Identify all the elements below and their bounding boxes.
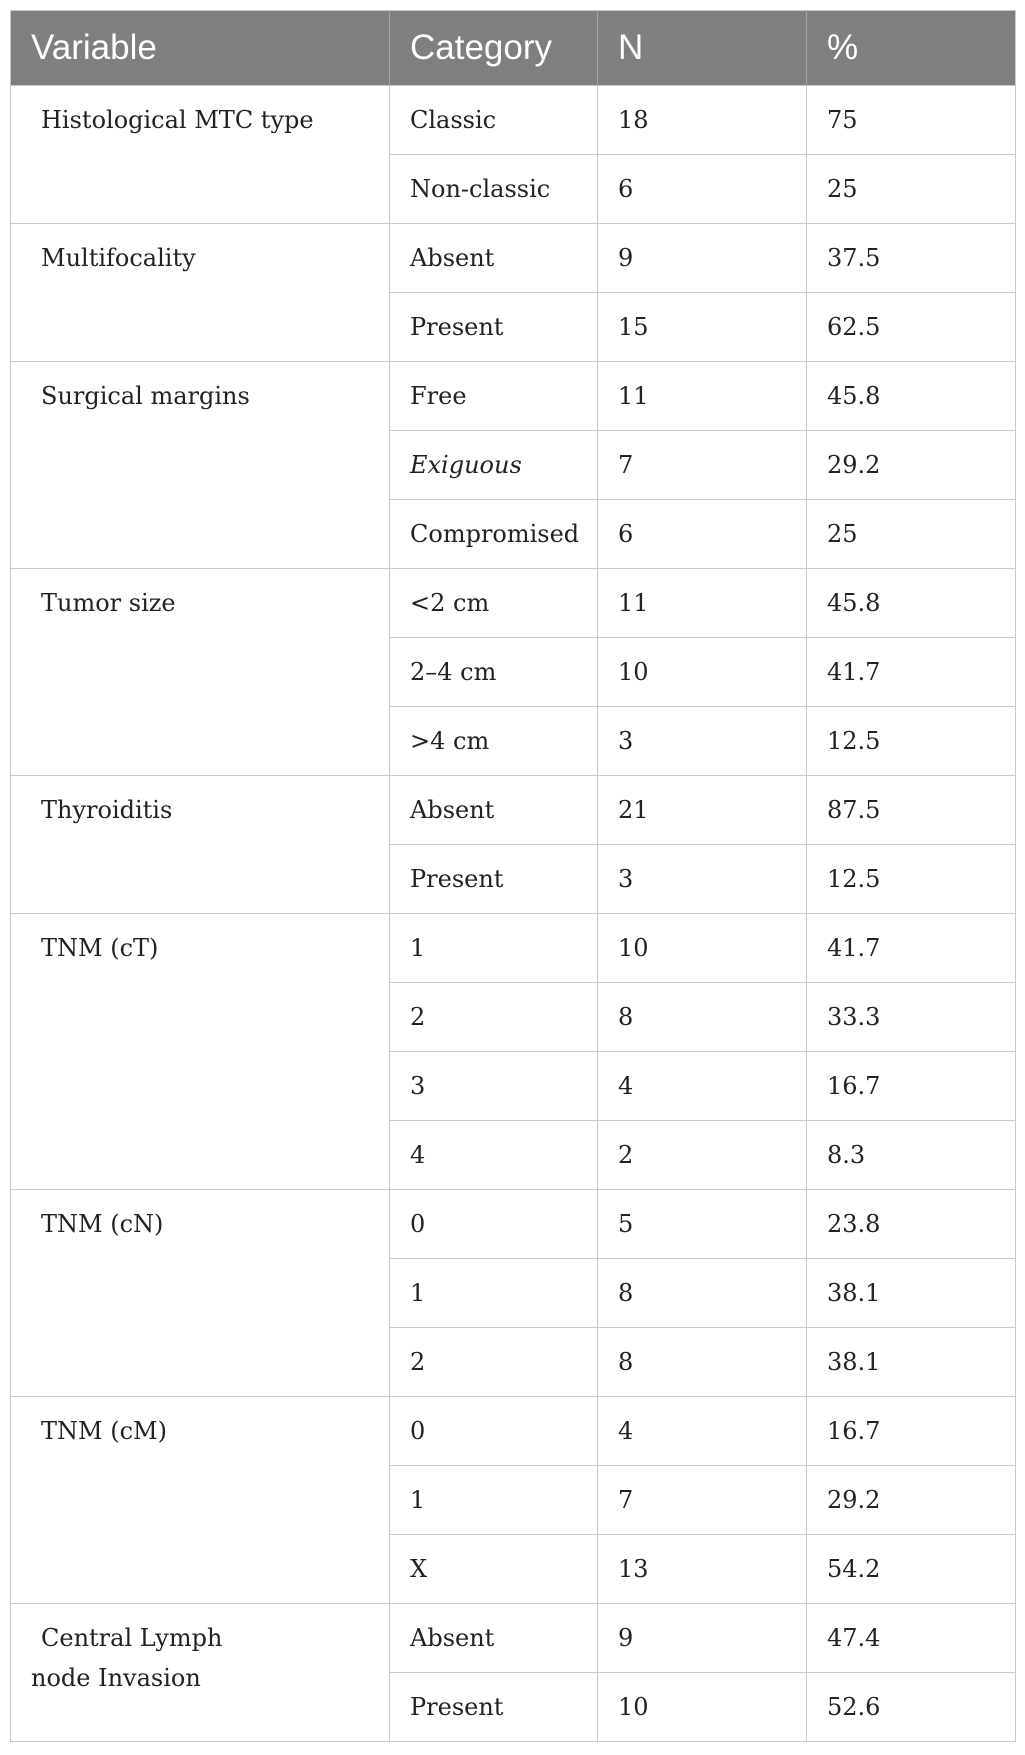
percent-cell: 33.3 — [807, 983, 1016, 1052]
variable-cell: Multifocality — [11, 224, 390, 362]
percent-cell: 41.7 — [807, 914, 1016, 983]
variables-table — [10, 10, 1016, 1742]
percent-cell: 29.2 — [807, 1466, 1016, 1535]
n-cell: 3 — [598, 707, 807, 776]
table-body — [11, 86, 1016, 1742]
percent-cell: 62.5 — [807, 293, 1016, 362]
variable-cell: Thyroiditis — [11, 776, 390, 914]
category-cell: <2 cm — [390, 569, 598, 638]
category-cell: 1 — [390, 1466, 598, 1535]
variable-cell — [11, 1604, 390, 1742]
n-cell: 6 — [598, 500, 807, 569]
category-cell: 4 — [390, 1121, 598, 1190]
percent-cell: 75 — [807, 86, 1016, 155]
n-cell: 10 — [598, 1673, 807, 1742]
table-row — [11, 1190, 1016, 1259]
category-cell: Non-classic — [390, 155, 598, 224]
n-cell: 10 — [598, 638, 807, 707]
n-cell: 4 — [598, 1052, 807, 1121]
percent-cell: 25 — [807, 155, 1016, 224]
n-cell: 13 — [598, 1535, 807, 1604]
variable-line-2: node Invasion — [31, 1664, 201, 1692]
table-row — [11, 914, 1016, 983]
table-row — [11, 776, 1016, 845]
variable-cell: Histological MTC type — [11, 86, 390, 224]
variable-line-1: Central Lymph — [41, 1624, 223, 1652]
n-cell: 11 — [598, 569, 807, 638]
variable-cell: TNM (cN) — [11, 1190, 390, 1397]
variable-cell: Tumor size — [11, 569, 390, 776]
n-cell: 2 — [598, 1121, 807, 1190]
header-variable: Variable — [11, 11, 390, 86]
header-row — [11, 11, 1016, 86]
header-category: Category — [390, 11, 598, 86]
table-row — [11, 362, 1016, 431]
category-cell: X — [390, 1535, 598, 1604]
variable-cell: TNM (cT) — [11, 914, 390, 1190]
percent-cell: 25 — [807, 500, 1016, 569]
category-cell: Present — [390, 845, 598, 914]
category-cell: 0 — [390, 1190, 598, 1259]
n-cell: 11 — [598, 362, 807, 431]
category-cell: Absent — [390, 224, 598, 293]
percent-cell: 41.7 — [807, 638, 1016, 707]
category-cell: Compromised — [390, 500, 598, 569]
percent-cell: 12.5 — [807, 707, 1016, 776]
category-cell: 0 — [390, 1397, 598, 1466]
percent-cell: 45.8 — [807, 569, 1016, 638]
header-n: N — [598, 11, 807, 86]
category-cell: 2 — [390, 1328, 598, 1397]
n-cell: 9 — [598, 1604, 807, 1673]
category-cell: Classic — [390, 86, 598, 155]
category-cell: Absent — [390, 776, 598, 845]
percent-cell: 52.6 — [807, 1673, 1016, 1742]
table-header — [11, 11, 1016, 86]
n-cell: 8 — [598, 1328, 807, 1397]
category-cell: Exiguous — [390, 431, 598, 500]
percent-cell: 37.5 — [807, 224, 1016, 293]
percent-cell: 29.2 — [807, 431, 1016, 500]
n-cell: 9 — [598, 224, 807, 293]
table-row — [11, 1397, 1016, 1466]
n-cell: 15 — [598, 293, 807, 362]
n-cell: 10 — [598, 914, 807, 983]
percent-cell: 87.5 — [807, 776, 1016, 845]
percent-cell: 38.1 — [807, 1328, 1016, 1397]
n-cell: 3 — [598, 845, 807, 914]
percent-cell: 38.1 — [807, 1259, 1016, 1328]
table-row — [11, 1604, 1016, 1673]
category-cell: 1 — [390, 1259, 598, 1328]
n-cell: 8 — [598, 1259, 807, 1328]
header-percent: % — [807, 11, 1016, 86]
category-cell: 3 — [390, 1052, 598, 1121]
category-cell: 2–4 cm — [390, 638, 598, 707]
table-row — [11, 569, 1016, 638]
table-row — [11, 86, 1016, 155]
percent-cell: 12.5 — [807, 845, 1016, 914]
n-cell: 18 — [598, 86, 807, 155]
variable-cell: TNM (cM) — [11, 1397, 390, 1604]
percent-cell: 16.7 — [807, 1052, 1016, 1121]
n-cell: 7 — [598, 1466, 807, 1535]
percent-cell: 54.2 — [807, 1535, 1016, 1604]
n-cell: 5 — [598, 1190, 807, 1259]
category-cell: Absent — [390, 1604, 598, 1673]
percent-cell: 23.8 — [807, 1190, 1016, 1259]
n-cell: 8 — [598, 983, 807, 1052]
category-cell: 1 — [390, 914, 598, 983]
percent-cell: 45.8 — [807, 362, 1016, 431]
variable-cell: Surgical margins — [11, 362, 390, 569]
percent-cell: 8.3 — [807, 1121, 1016, 1190]
n-cell: 7 — [598, 431, 807, 500]
percent-cell: 47.4 — [807, 1604, 1016, 1673]
category-cell: Present — [390, 1673, 598, 1742]
category-cell: Present — [390, 293, 598, 362]
n-cell: 4 — [598, 1397, 807, 1466]
category-cell: Free — [390, 362, 598, 431]
n-cell: 21 — [598, 776, 807, 845]
data-table-container — [10, 10, 1015, 1742]
category-cell: 2 — [390, 983, 598, 1052]
table-row — [11, 224, 1016, 293]
percent-cell: 16.7 — [807, 1397, 1016, 1466]
category-cell: >4 cm — [390, 707, 598, 776]
n-cell: 6 — [598, 155, 807, 224]
